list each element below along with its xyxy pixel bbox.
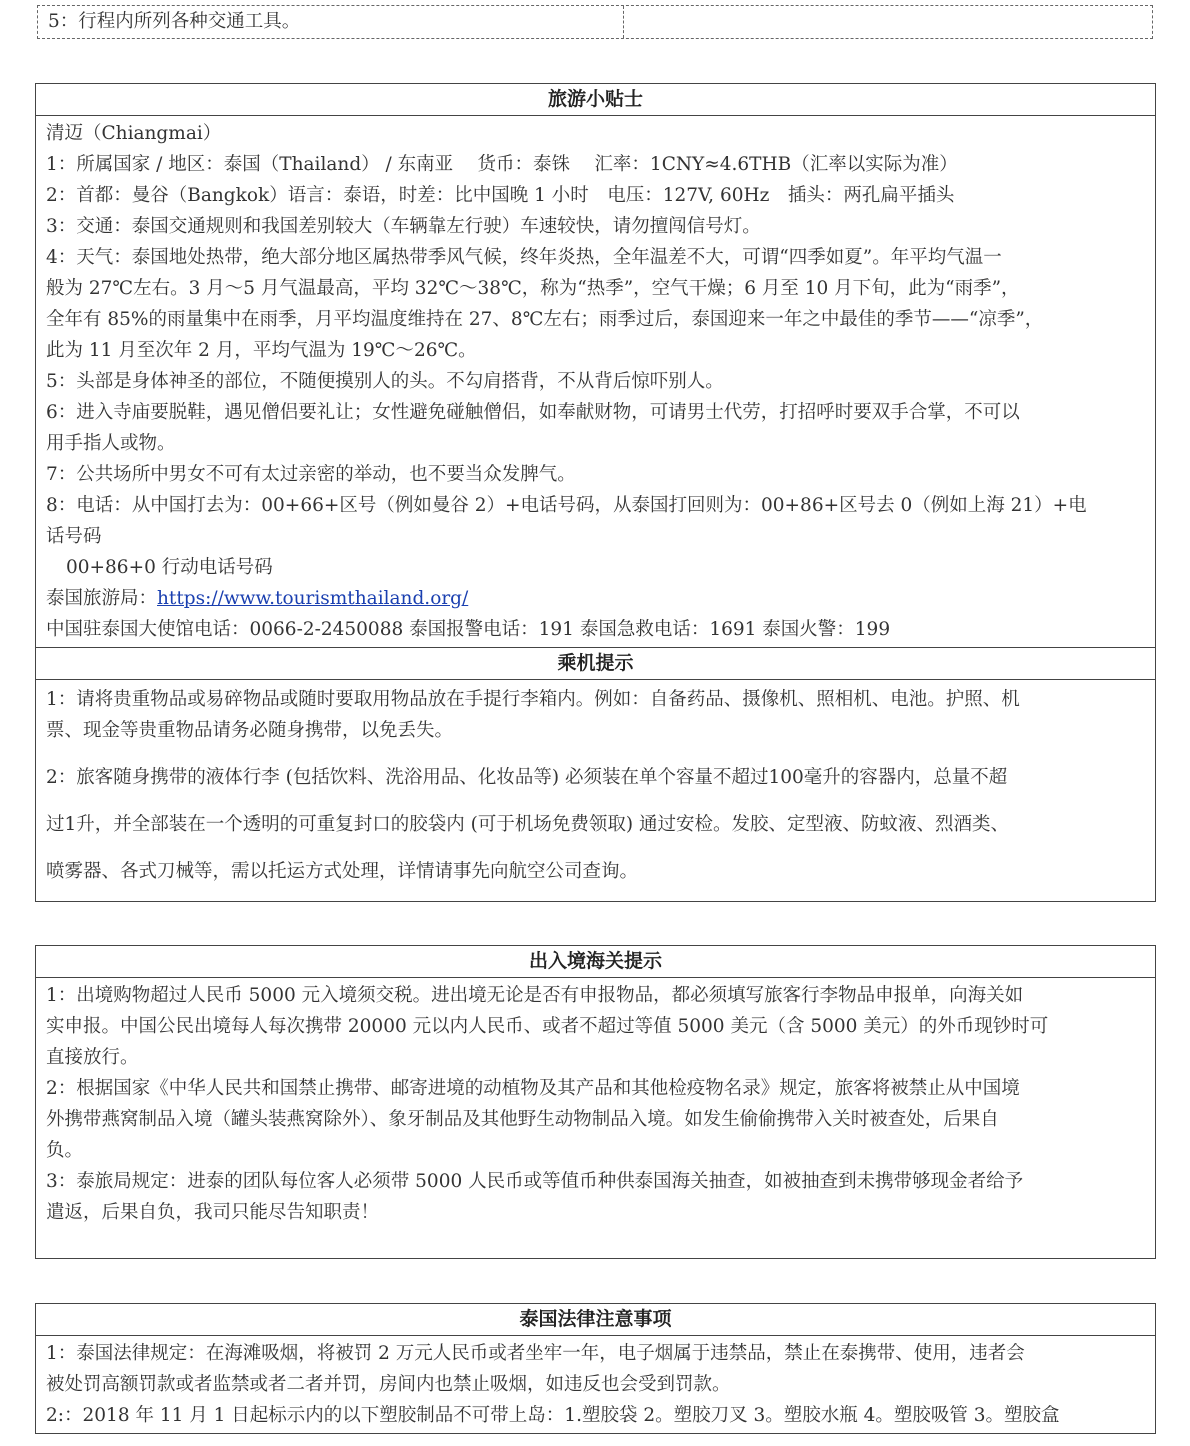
text-line: 6：进入寺庙要脱鞋，遇见僧侣要礼让；女性避免碰触僧侣，如奉献财物，可请男士代劳，打招呼时要双手合掌，不可以 [46,402,1020,423]
itinerary-table-row [37,5,1153,39]
text-line: 1：出境购物超过人民币 5000 元入境须交税。进出境无论是否有申报物品，都必须填写旅客行李物品申报单，向海关如 [46,985,1024,1006]
text-line: 8：电话：从中国打去为：00+66+区号（例如曼谷 2）+电话号码，从泰国打回则为：00+86+区号去 0（例如上海 21）+电 [46,495,1087,516]
text-line: 2:：2018 年 11 月 1 日起标示内的以下塑胶制品不可带上岛：1.塑胶袋 2。塑胶刀叉 3。塑胶水瓶 4。塑胶吸管 3。塑胶盒 [46,1405,1060,1426]
section-title-customs: 出入境海关提示 [36,946,1155,978]
tourism-line [46,583,1145,614]
tourism-label: 泰国旅游局： [46,588,158,609]
text-line: 票、现金等贵重物品请务必随身携带，以免丢失。 [46,720,454,741]
text-line: 遣返，后果自负，我司只能尽告知职责！ [46,1202,380,1223]
text-line: 2：首都：曼谷（Bangkok）语言：泰语，时差：比中国晚 1 小时 电压：127V, 60Hz 插头：两孔扁平插头 [46,185,955,206]
customs-section [35,945,1156,1259]
text-line: 1：请将贵重物品或易碎物品或随时要取用物品放在手提行李箱内。例如：自备药品、摄像机、照相机、电池。护照、机 [46,689,1020,710]
phone-note: 00+86+0 行动电话号码 [66,557,273,578]
itinerary-cell: 5：行程内所列各种交通工具。 [38,6,624,38]
text-line: 被处罚高额罚款或者监禁或者二者并罚，房间内也禁止吸烟，如违反也会受到罚款。 [46,1374,731,1395]
text-line: 5：头部是身体神圣的部位，不随便摸别人的头。不勾肩搭背，不从背后惊吓别人。 [46,371,724,392]
text-line: 过1升，并全部装在一个透明的可重复封口的胶袋内 (可于机场免费领取) 通过安检。发胶、定型液、防蚊液、烈酒类、 [46,814,1009,835]
text-line: 喷雾器、各式刀械等，需以托运方式处理，详情请事先向航空公司查询。 [46,861,639,882]
text-line: 直接放行。 [46,1047,139,1068]
text-line: 负。 [46,1140,84,1161]
text-line: 清迈（Chiangmai） [46,123,222,144]
text-line: 4：天气：泰国地处热带，绝大部分地区属热带季风气候，终年炎热，全年温差不大，可谓“四季如夏”。年平均气温一 [46,247,1002,268]
text-line: 3：交通：泰国交通规则和我国差别较大（车辆靠左行驶）车速较快，请勿擅闯信号灯。 [46,216,761,237]
text-line: 2：根据国家《中华人民共和国禁止携带、邮寄进境的动植物及其产品和其他检疫物名录》规定，旅客将被禁止从中国境 [46,1078,1020,1099]
text-line: 话号码 [46,526,102,547]
text-line: 2：旅客随身携带的液体行李 (包括饮料、洗浴用品、化妆品等) 必须装在单个容量不超过100毫升的容器内，总量不超 [46,767,1008,788]
text-line: 3：泰旅局规定：进泰的团队每位客人必须带 5000 人民币或等值币种供泰国海关抽查，如被抽查到未携带够现金者给予 [46,1171,1024,1192]
section-title-tips: 旅游小贴士 [36,84,1155,116]
text-line: 1：所属国家 / 地区：泰国（Thailand） / 东南亚 货币：泰铢 汇率：1CNY≈4.6THB（汇率以实际为准） [46,154,958,175]
text-line: 全年有 85%的雨量集中在雨季，月平均温度维持在 27、8℃左右；雨季过后，泰国迎来一年之中最佳的季节——“凉季”， [46,309,1044,330]
tourism-link[interactable]: https://www.tourismthailand.org/ [157,588,469,609]
text-line: 实申报。中国公民出境每人每次携带 20000 元以内人民币、或者不超过等值 5000 美元（含 5000 美元）的外币现钞时可 [46,1016,1049,1037]
text-line: 用手指人或物。 [46,433,176,454]
text-line: 7：公共场所中男女不可有太过亲密的举动，也不要当众发脾气。 [46,464,576,485]
section-title-law: 泰国法律注意事项 [36,1304,1155,1336]
contacts-line: 中国驻泰国大使馆电话：0066-2-2450088 泰国报警电话：191 泰国急救电话：1691 泰国火警：199 [46,619,891,640]
text-line: 外携带燕窝制品入境（罐头装燕窝除外）、象牙制品及其他野生动物制品入境。如发生偷偷携带入关时被查处，后果自 [46,1109,999,1130]
tips-section [35,83,1156,902]
law-section [35,1303,1156,1434]
text-line: 1：泰国法律规定：在海滩吸烟，将被罚 2 万元人民币或者坐牢一年，电子烟属于违禁品，禁止在泰携带、使用，违者会 [46,1343,1025,1364]
section-title-flight: 乘机提示 [36,647,1155,680]
text-line: 般为 27℃左右。3 月～5 月气温最高，平均 32℃～38℃，称为“热季”，空气干燥；6 月至 10 月下旬，此为“雨季”， [46,278,1020,299]
text-line: 此为 11 月至次年 2 月，平均气温为 19℃～26℃。 [46,340,477,361]
